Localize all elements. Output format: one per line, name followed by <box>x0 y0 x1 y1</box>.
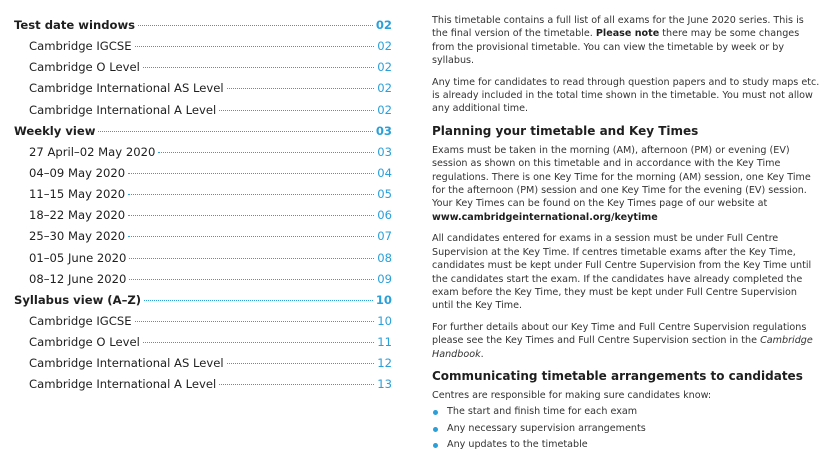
keytime-link[interactable]: www.cambridgeinternational.org/keytime <box>432 211 658 223</box>
toc-entry-label: Test date windows <box>14 18 136 32</box>
toc-entry[interactable] <box>14 374 392 395</box>
toc-page-number: 04 <box>377 165 392 180</box>
toc-entry-label: 01–05 June 2020 <box>29 250 127 265</box>
toc-entry-label: 11–15 May 2020 <box>29 187 126 202</box>
toc-entry-label: Cambridge O Level <box>29 60 140 75</box>
toc-leader-dots <box>227 87 375 89</box>
list-item: Any updates to the timetable <box>432 437 820 454</box>
bullet-icon <box>433 443 438 448</box>
toc-section-entry[interactable] <box>14 15 392 36</box>
toc-leader-dots <box>135 45 375 47</box>
bullet-icon <box>433 410 438 415</box>
toc-leader-dots <box>129 278 374 280</box>
toc-entry[interactable] <box>14 269 392 290</box>
toc-entry-label: Cambridge IGCSE <box>29 39 132 54</box>
toc-page-number: 02 <box>377 39 392 54</box>
toc-entry[interactable] <box>14 100 392 121</box>
toc-entry-label: 27 April–02 May 2020 <box>29 144 156 159</box>
toc-entry-label: Cambridge International AS Level <box>29 356 224 371</box>
toc-page-number: 08 <box>377 250 392 265</box>
planning-paragraph-3: For further details about our Key Time and Full Centre Supervision regulations please see the Key Times and Full Centre Supervision section in the Cambridge Handbook. <box>432 321 813 360</box>
toc-page-number: 10 <box>375 292 392 307</box>
toc-entry[interactable] <box>14 353 392 374</box>
communicating-intro: Centres are responsible for making sure candidates know: <box>432 389 712 401</box>
toc-leader-dots <box>219 383 374 385</box>
toc-page-number: 06 <box>377 208 392 223</box>
toc-page-number: 13 <box>377 377 392 392</box>
table-of-contents <box>14 15 392 396</box>
toc-entry[interactable] <box>14 163 392 184</box>
toc-entry[interactable] <box>14 57 392 78</box>
list-item: Any necessary supervision arrangements <box>432 421 820 438</box>
toc-page-number: 02 <box>377 102 392 117</box>
toc-entry-label: Cambridge International A Level <box>29 102 217 117</box>
toc-section-entry[interactable] <box>14 290 392 311</box>
toc-entry-label: 25–30 May 2020 <box>29 229 126 244</box>
toc-leader-dots <box>98 130 372 132</box>
toc-entry-label: Cambridge O Level <box>29 335 140 350</box>
toc-section-entry[interactable] <box>14 121 392 142</box>
toc-entry[interactable] <box>14 226 392 247</box>
toc-entry[interactable] <box>14 78 392 99</box>
toc-page-number: 09 <box>377 271 392 286</box>
toc-page-number: 03 <box>375 123 392 138</box>
toc-entry-label: 04–09 May 2020 <box>29 165 126 180</box>
toc-entry[interactable] <box>14 332 392 353</box>
list-item: The start and finish time for each exam <box>432 404 820 421</box>
toc-leader-dots <box>143 341 374 343</box>
toc-entry-label: Cambridge IGCSE <box>29 313 132 328</box>
please-note-emphasis: Please note <box>595 28 660 40</box>
toc-page-number: 03 <box>377 144 392 159</box>
toc-entry[interactable] <box>14 248 392 269</box>
handbook-title: Cambridge Handbook <box>432 335 813 360</box>
toc-leader-dots <box>135 320 375 322</box>
toc-leader-dots <box>143 66 374 68</box>
toc-page-number: 02 <box>377 81 392 96</box>
toc-entry-label: Cambridge International AS Level <box>29 81 224 96</box>
planning-heading: Planning your timetable and Key Times <box>432 123 699 138</box>
toc-leader-dots <box>144 299 373 301</box>
communicating-bullet-list <box>432 404 820 454</box>
toc-leader-dots <box>128 235 374 237</box>
intro-paragraph-1: This timetable contains a full list of all exams for the June 2020 series. This is the final version of the timetable. Please note there may be some changes from the provisional timetable. You can view the timetable by week or by syllabus. <box>432 15 804 67</box>
toc-page-number: 02 <box>377 60 392 75</box>
toc-leader-dots <box>227 362 375 364</box>
toc-entry[interactable] <box>14 184 392 205</box>
toc-leader-dots <box>158 151 374 153</box>
intro-column <box>432 14 820 454</box>
toc-leader-dots <box>128 214 374 216</box>
toc-entry[interactable] <box>14 36 392 57</box>
toc-leader-dots <box>138 24 373 26</box>
toc-entry-label: 18–22 May 2020 <box>29 208 126 223</box>
intro-paragraph-2: Any time for candidates to read through question papers and to study maps etc. is already included in the total time shown in the timetable. You must not allow any additional time. <box>432 76 820 115</box>
toc-entry-label: 08–12 June 2020 <box>29 271 127 286</box>
toc-entry-label: Cambridge International A Level <box>29 377 217 392</box>
planning-paragraph-2: All candidates entered for exams in a session must be under Full Centre Supervision at the Key Time. If centres timetable exams after the Key Time, candidates must be kept under Full Centre Supervision from the Key Time until the candidates start the exam. If the candidates have already completed the exam before the Key Time, they must be kept under Full Centre Supervision until the Key Time. <box>432 233 812 312</box>
toc-page-number: 07 <box>377 229 392 244</box>
toc-page-number: 11 <box>377 335 392 350</box>
communicating-heading: Communicating timetable arrangements to candidates <box>432 368 803 383</box>
toc-entry[interactable] <box>14 205 392 226</box>
toc-leader-dots <box>128 193 374 195</box>
toc-page-number: 02 <box>375 18 392 32</box>
toc-entry-label: Weekly view <box>14 123 96 138</box>
toc-leader-dots <box>129 257 374 259</box>
toc-entry-label: Syllabus view (A–Z) <box>14 292 142 307</box>
toc-leader-dots <box>128 172 374 174</box>
toc-page-number: 12 <box>377 356 392 371</box>
toc-page-number: 05 <box>377 187 392 202</box>
toc-entry[interactable] <box>14 142 392 163</box>
toc-entry[interactable] <box>14 311 392 332</box>
bullet-icon <box>433 427 438 432</box>
toc-page-number: 10 <box>377 313 392 328</box>
planning-paragraph-1: Exams must be taken in the morning (AM), afternoon (PM) or evening (EV) session as shown on this timetable and in accordance with the Key Time regulations. There is one Key Time for the morning (AM) session, one Key Time for the afternoon (PM) session and one Key Time for the evening (EV) session. Your Key Times can be found on the Key Times page of our website at www.cambridgeinternational.org/keytime <box>432 144 811 223</box>
toc-leader-dots <box>219 109 374 111</box>
